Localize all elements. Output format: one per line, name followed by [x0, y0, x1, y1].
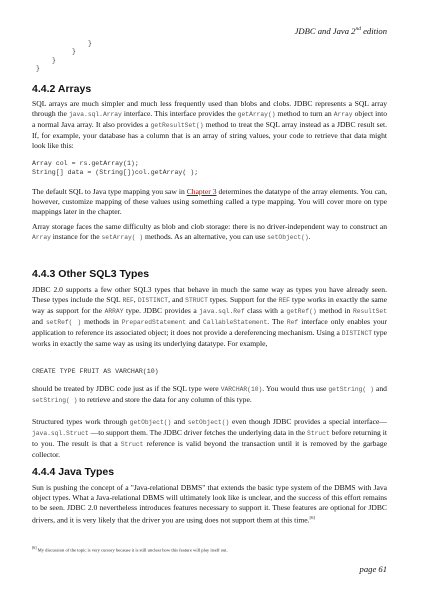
chapter-3-link[interactable]: Chapter 3 [186, 187, 217, 196]
section-heading-sql3-types: 4.4.3 Other SQL3 Types [32, 268, 150, 280]
header-superscript: nd [355, 26, 361, 33]
code-line: } [72, 48, 76, 56]
header-title-suffix: edition [360, 26, 387, 36]
paragraph-java-types: Sun is pushing the concept of a "Java-relational DBMS" that extends the basic type system of the DBMS with Java object types. What a Java-relational DBMS will ultimately look like is unclear, and the success of this effort remains to be seen. JDBC 2.0 nevertheless introduces features necessary to support it. These features are optional for JDBC drivers, and it is very likely that the driver you are using does not support them at this time.[6] [32, 483, 387, 525]
paragraph-arrays-intro: SQL arrays are much simpler and much less frequently used than blobs and clobs. JDBC represents a SQL array through the java.sql.Array interface. This interface provides the getArray() method to turn an Array object into a normal Java array. It also provides a getResultSet() method to treat the SQL array instead as a JDBC result set. If, for example, your database has a column that is an array of string values, your code to retrieve that data might look like this: [32, 99, 387, 150]
running-header [295, 26, 387, 36]
code-block-array [32, 159, 387, 177]
code-line: } [52, 56, 56, 64]
footnote-reference[interactable]: [6] [309, 515, 315, 520]
page-number: page 61 [359, 564, 387, 574]
code-line: String[] data = (String[])col.getArray( ); [32, 169, 199, 177]
code-line: Array col = rs.getArray(1); [32, 160, 139, 167]
code-block-create-type: CREATE TYPE FRUIT AS VARCHAR(10) [32, 368, 159, 375]
paragraph-arrays-mapping: The default SQL to Java type mapping you saw in Chapter 3 determines the datatype of the array elements. You can, however, customize mapping of these values using something called a type mapping. You will cover more on type mappings later in the chapter. [32, 187, 387, 216]
paragraph-distinct-usage: should be treated by JDBC code just as if the SQL type were VARCHAR(10). You would thus use getString( ) and setString( ) to retrieve and store the data for any column of this type. [32, 384, 387, 404]
footnote [32, 545, 387, 554]
code-closing-braces [32, 40, 92, 74]
paragraph-structured-types: Structured types work through getObject() and setObject() even though JDBC provides a special interface—java.sql.Struct —to support them. The JDBC driver fetches the underlying data in the Struct before returning it to you. The result is that a Struct reference is valid beyond the transaction until it is removed by the garbage collector. [32, 417, 388, 459]
section-heading-java-types: 4.4.4 Java Types [32, 466, 115, 478]
section-heading-arrays: 4.4.2 Arrays [32, 83, 92, 95]
footnote-text: My discussion of the topic is very cursory because it is still unclear how this feature will play itself out. [36, 547, 228, 553]
footnote-mark: [6] [32, 546, 37, 550]
paragraph-arrays-storage: Array storage faces the same difficulty as blob and clob storage: there is no driver-independent way to construct an Array instance for the setArray( ) methods. As an alternative, you can use setObject(). [32, 222, 387, 241]
code-line: } [88, 40, 92, 47]
paragraph-sql3-types: JDBC 2.0 supports a few other SQL3 types that behave in much the same way as types you have already seen. These types include the SQL REF, DISTINCT, and STRUCT types. Support for the REF type works in exactly the same way as support for the ARRAY type. JDBC provides a java.sql.Ref class with a getRef() method in ResultSet and setRef( ) methods in PreparedStatement and CallableStatement. The Ref interface only enables your application to reference its associated object; it does not provide a dereferencing mechanism. Using a DISTINCT type works in exactly the same way as using its underlying datatype. For example, [32, 285, 387, 348]
header-title: JDBC and Java 2 [294, 26, 356, 36]
code-line: } [36, 65, 40, 73]
